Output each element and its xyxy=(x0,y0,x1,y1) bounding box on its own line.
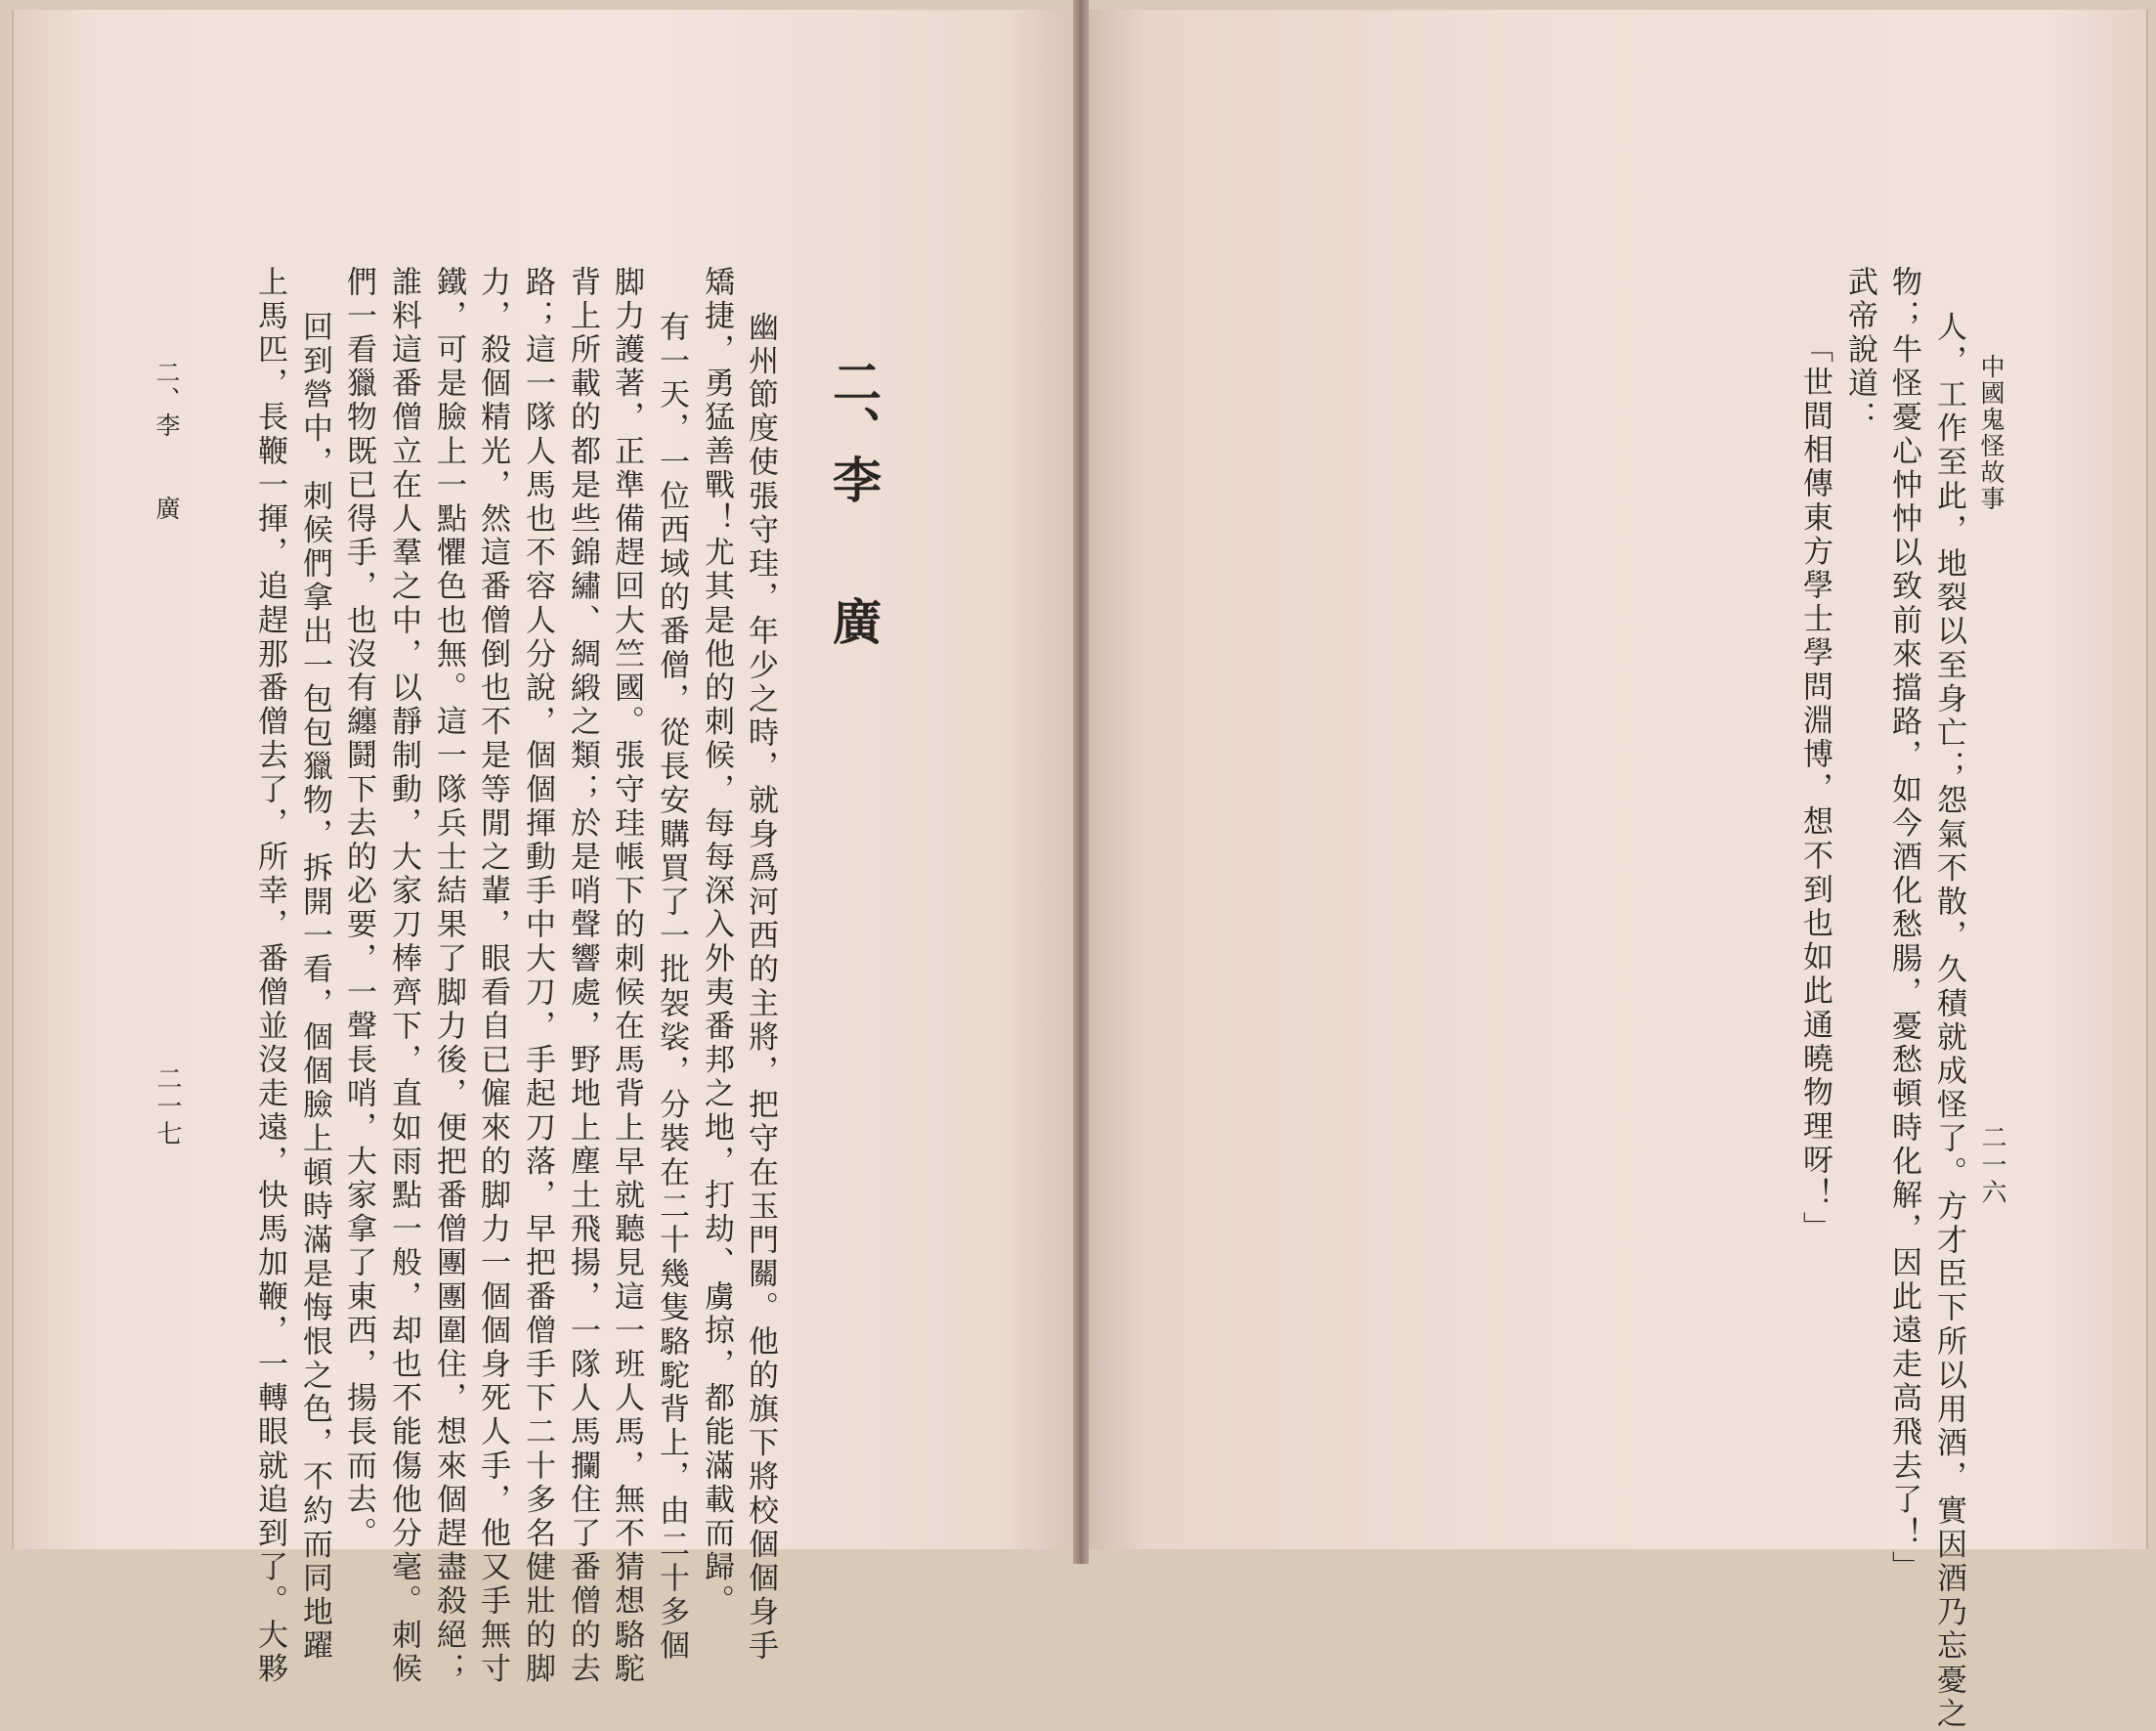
footer-section-title: 二、李廣 xyxy=(152,360,181,522)
body-column: 「世間相傳東方學士學問淵博，想不到也如此通曉物理呀！」 xyxy=(1797,332,1833,1246)
page-number-right: 二一六 xyxy=(1977,1124,2006,1206)
body-column: 脚力護著，正準備趕回大竺國。張守珪帳下的刺候在馬背上早就聽見這一班人馬，無不猜想駱駝 xyxy=(609,266,644,1687)
book-gutter xyxy=(1073,0,1089,1564)
body-column: 鐵，可是臉上一點懼色也無。這一隊兵士結果了脚力後，便把番僧團團圍住，想來個趕盡殺絕； xyxy=(431,266,466,1687)
body-column: 人，工作至此，地裂以至身亡；怨氣不散，久積就成怪了。方才臣下所以用酒，實因酒乃忘憂之 xyxy=(1931,311,1966,1731)
body-column: 回到營中，刺候們拿出一包包獵物，拆開一看，個個臉上頓時滿是悔恨之色，不約而同地躍 xyxy=(297,311,332,1664)
chapter-heading-number: 二、李 xyxy=(825,357,883,503)
body-column: 誰料這番僧立在人羣之中，以靜制動，大家刀棒齊下，直如雨點一般，却也不能傷他分毫。刺候 xyxy=(386,266,421,1687)
body-column: 物；牛怪憂心忡忡以致前來擋路，如今酒化愁腸，憂愁頓時化解，因此遠走高飛去了！」 xyxy=(1886,266,1921,1585)
body-column: 背上所載的都是些錦繡、綢緞之類；於是哨聲響處，野地上塵土飛揚，一隊人馬攔住了番僧的去 xyxy=(565,266,600,1687)
body-column: 幽州節度使張守珪，年少之時，就身爲河西的主將，把守在玉門關。他的旗下將校個個身手 xyxy=(743,311,778,1664)
body-column: 路；這一隊人馬也不容人分說，個個揮動手中大刀，手起刀落，早把番僧手下二十多名健壯的脚 xyxy=(520,266,555,1687)
chapter-heading-tail: 廣 xyxy=(825,596,883,645)
body-column: 上馬匹，長鞭一揮，追趕那番僧去了，所幸，番僧並沒走遠，快馬加鞭，一轉眼就追到了。大夥 xyxy=(252,266,287,1687)
right-page xyxy=(1085,10,2148,1549)
body-column: 武帝說道： xyxy=(1842,266,1877,435)
running-header: 中國鬼怪故事 xyxy=(1977,354,2005,512)
chapter-heading xyxy=(825,357,883,645)
body-column: 有一天，一位西域的番僧，從長安購買了一批袈裟，分裝在二十幾隻駱駝背上，由二十多個 xyxy=(654,311,689,1664)
page-number-left: 二一七 xyxy=(152,1065,182,1147)
body-column: 力，殺個精光，然這番僧倒也不是等閒之輩，眼看自已僱來的脚力一個個身死人手，他又手無寸 xyxy=(475,266,510,1687)
body-column: 們一看獵物既已得手，也沒有纏鬪下去的必要，一聲長哨，大家拿了東西，揚長而去。 xyxy=(341,266,376,1551)
body-column: 矯捷，勇猛善戰！尤其是他的刺候，每每深入外夷番邦之地，打劫、虜掠，都能滿載而歸。 xyxy=(699,266,734,1619)
